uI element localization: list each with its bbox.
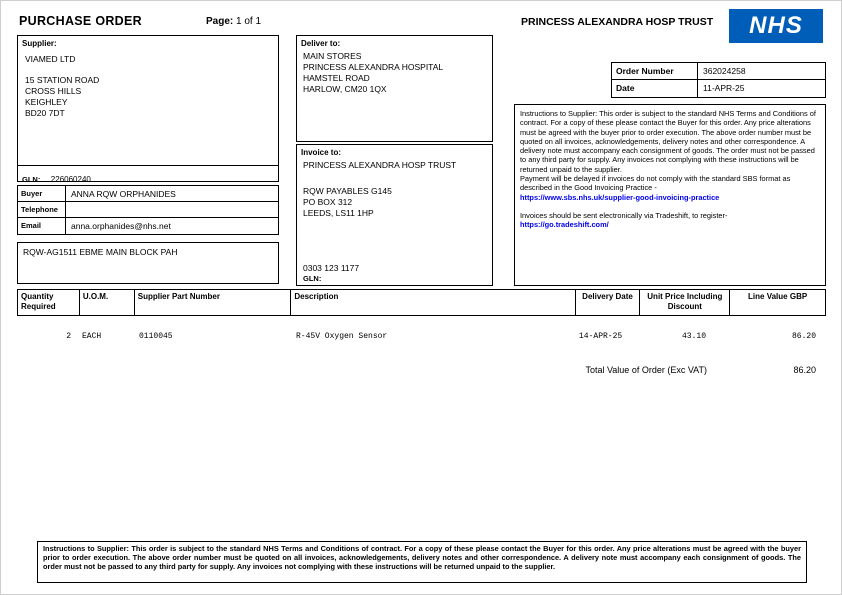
item-uom: EACH — [82, 332, 102, 341]
item-description: R-45V Oxygen Sensor — [296, 332, 388, 341]
supplier-gln-label: GLN: — [22, 175, 41, 184]
deliver-to-line: HAMSTEL ROAD — [303, 73, 370, 83]
col-unit-price: Unit Price Including Discount — [640, 290, 730, 315]
deliver-to-line: MAIN STORES — [303, 51, 362, 61]
spacer — [520, 202, 820, 211]
trust-name: PRINCESS ALEXANDRA HOSP TRUST — [521, 16, 714, 28]
col-quantity-required: Quantity Required — [18, 290, 80, 315]
item-delivery-date: 14-APR-25 — [579, 332, 623, 341]
invoice-gln-label: GLN: — [303, 274, 322, 283]
supplier-label: Supplier: — [22, 39, 57, 48]
nhs-logo — [729, 9, 823, 43]
footer-instructions-text: Instructions to Supplier: This order is subject to the standard NHS Terms and Conditions of contract. For a copy of these please contact the Buyer for this order. Any price alterations must be agreed with the buyer prior to order execution. The above order number must be quoted on all invoices, acknowledgements, delivery notes and other correspondence. A delivery note must accompany each consignment of goods. The order must not be passed to any third party for supply. Any invoices not complying with these instructions will be returned unpaid to the supplier. — [43, 544, 801, 571]
telephone-row — [18, 202, 278, 218]
telephone-label: Telephone — [18, 202, 66, 217]
supplier-address-line: BD20 7DT — [25, 108, 65, 118]
item-row — [17, 332, 826, 341]
order-date-label: Date — [612, 80, 698, 97]
deliver-to-box — [296, 35, 493, 142]
supplier-address-line: CROSS HILLS — [25, 86, 82, 96]
invoice-to-box — [296, 144, 493, 286]
buyer-value: ANNA RQW ORPHANIDES — [71, 189, 176, 199]
col-line-value: Line Value GBP — [748, 292, 808, 301]
payment-paragraph: Payment will be delayed if invoices do not comply with the standard SBS format as described in the Good Invoicing Practice - — [520, 174, 791, 193]
supplier-address-line: KEIGHLEY — [25, 97, 68, 107]
reference-box — [17, 242, 279, 284]
col-description: Description — [291, 290, 575, 315]
invoice-to-label: Invoice to: — [301, 148, 342, 157]
email-label: Email — [18, 218, 66, 234]
page-indicator-value: 1 of 1 — [236, 16, 262, 27]
invoice-to-line: RQW PAYABLES G145 — [303, 186, 392, 196]
instructions-paragraph: Instructions to Supplier: This order is subject to the standard NHS Terms and Conditions of contract. For a copy of these please contact the Buyer for this order. Any price alterations must be agreed with the buyer prior to order execution. The above order number must be quoted on all invoices, acknowledgements, delivery notes and other correspondence. A delivery note must accompany each consignment of goods. The order must not be passed to any third party for supply. Any invoices not complying with these instructions will be returned unpaid to the supplier. — [520, 109, 816, 174]
order-number-label: Order Number — [612, 63, 698, 79]
deliver-to-label: Deliver to: — [301, 39, 341, 48]
supplier-box — [17, 35, 279, 182]
invoice-to-phone: 0303 123 1177 — [303, 263, 360, 273]
order-total-row — [17, 365, 826, 375]
item-unit-price: 43.10 — [681, 332, 706, 341]
col-uom: U.O.M. — [80, 290, 135, 315]
email-row — [18, 218, 278, 234]
deliver-to-address — [303, 51, 443, 95]
order-total-value: 86.20 — [793, 365, 816, 375]
supplier-address-line: 15 STATION ROAD — [25, 75, 100, 85]
buyer-table — [17, 185, 279, 235]
invoice-to-line: PO BOX 312 — [303, 197, 353, 207]
order-date-value: 11-APR-25 — [703, 83, 745, 93]
invoicing-practice-link[interactable]: https://www.sbs.nhs.uk/supplier-good-invoicing-practice — [520, 192, 720, 202]
order-info-table — [611, 62, 826, 98]
col-supplier-part-number: Supplier Part Number — [135, 290, 292, 315]
nhs-logo-text: NHS — [749, 12, 803, 39]
order-date-row — [612, 80, 825, 97]
order-total-label: Total Value of Order (Exc VAT) — [585, 365, 707, 375]
page-indicator-label: Page: — [206, 16, 234, 27]
supplier-address — [25, 75, 99, 119]
order-number-value: 362024258 — [703, 66, 746, 76]
item-line-value: 86.20 — [791, 332, 816, 341]
email-value: anna.orphanides@nhs.net — [71, 221, 171, 231]
buyer-label: Buyer — [18, 186, 66, 201]
items-table-header — [17, 289, 826, 316]
invoice-to-name: PRINCESS ALEXANDRA HOSP TRUST — [303, 160, 457, 170]
item-quantity: 2 — [66, 332, 71, 341]
tradeshift-link[interactable]: https://go.tradeshift.com/ — [520, 220, 609, 230]
page-indicator — [206, 16, 261, 27]
order-number-row — [612, 63, 825, 80]
footer-instructions-box — [37, 541, 807, 583]
telephone-value — [66, 202, 278, 217]
instructions-box — [514, 104, 826, 286]
buyer-row — [18, 186, 278, 202]
invoice-to-address — [303, 186, 392, 219]
supplier-gln-value: 226060240 — [50, 175, 91, 184]
col-delivery-date: Delivery Date — [576, 290, 641, 315]
supplier-name: VIAMED LTD — [25, 54, 76, 64]
item-part-number: 0110045 — [139, 332, 173, 341]
supplier-gln-row — [18, 165, 278, 184]
deliver-to-line: HARLOW, CM20 1QX — [303, 84, 387, 94]
reference-text: RQW-AG1511 EBME MAIN BLOCK PAH — [23, 247, 178, 257]
deliver-to-line: PRINCESS ALEXANDRA HOSPITAL — [303, 62, 444, 72]
page-title: PURCHASE ORDER — [19, 14, 142, 28]
tradeshift-paragraph: Invoices should be sent electronically via Tradeshift, to register- — [520, 210, 728, 220]
invoice-to-line: LEEDS, LS11 1HP — [303, 208, 374, 218]
